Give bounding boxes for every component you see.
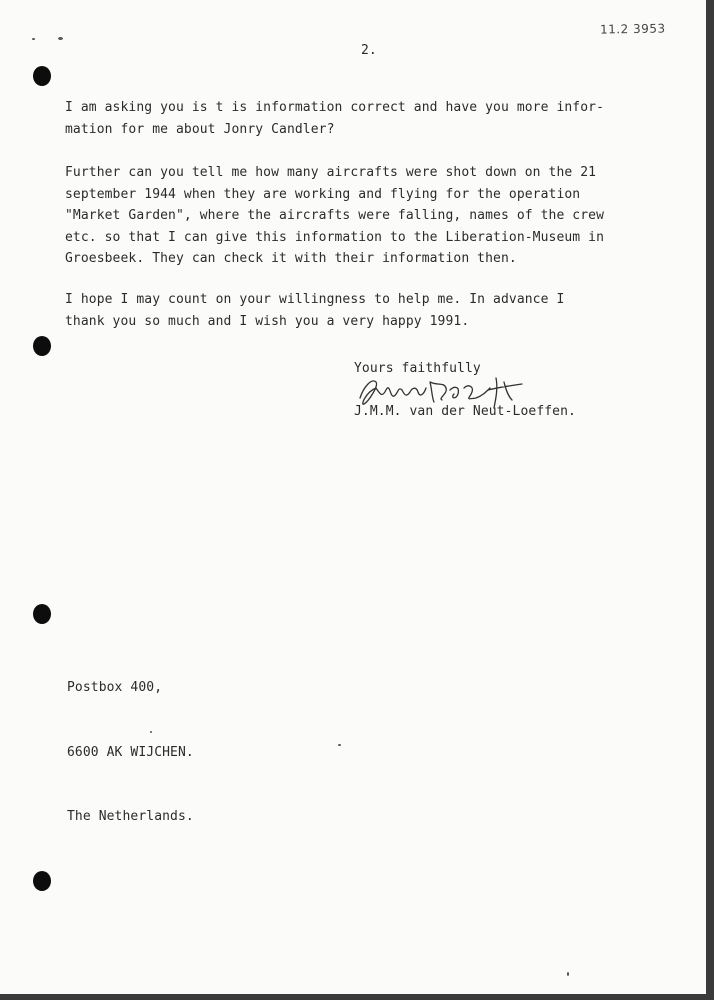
- paper-speck: [150, 731, 152, 733]
- signer-name: J.M.M. van der Neut-Loeffen.: [354, 404, 576, 419]
- paragraph-request: I am asking you is t is information correct and have you more infor- mation for me about Jonry Candler?: [65, 100, 605, 137]
- scan-edge: [706, 0, 714, 1000]
- paper-speck: [338, 744, 341, 746]
- paper-speck: [58, 37, 63, 40]
- sender-address: [67, 634, 194, 871]
- address-line: Postbox 400,: [67, 680, 163, 695]
- paragraph-question: Further can you tell me how many aircrafts were shot down on the 21 september 1944 when they are working and flying for the operation "Market Garden", where the aircrafts were falling, names of the crew etc. so that I can give this information to the Liberation-Museum in Groesbeek. They can check it with their information then.: [65, 165, 605, 266]
- address-line: 6600 AK WIJCHEN.: [67, 744, 194, 760]
- closing-salutation: Yours faithfully: [354, 361, 481, 376]
- scan-edge: [0, 994, 714, 1000]
- punch-hole: [33, 336, 51, 356]
- punch-hole: [33, 604, 51, 624]
- archive-number: 11.2 3953: [599, 21, 666, 37]
- punch-hole: [33, 66, 51, 86]
- paragraph-thanks: I hope I may count on your willingness to help me. In advance I thank you so much and I wish you a very happy 1991.: [65, 292, 565, 329]
- punch-hole: [33, 871, 51, 891]
- page-number: 2.: [361, 43, 377, 58]
- paper-speck: [567, 972, 569, 976]
- paper-speck: [32, 38, 35, 40]
- address-line: The Netherlands.: [67, 809, 194, 824]
